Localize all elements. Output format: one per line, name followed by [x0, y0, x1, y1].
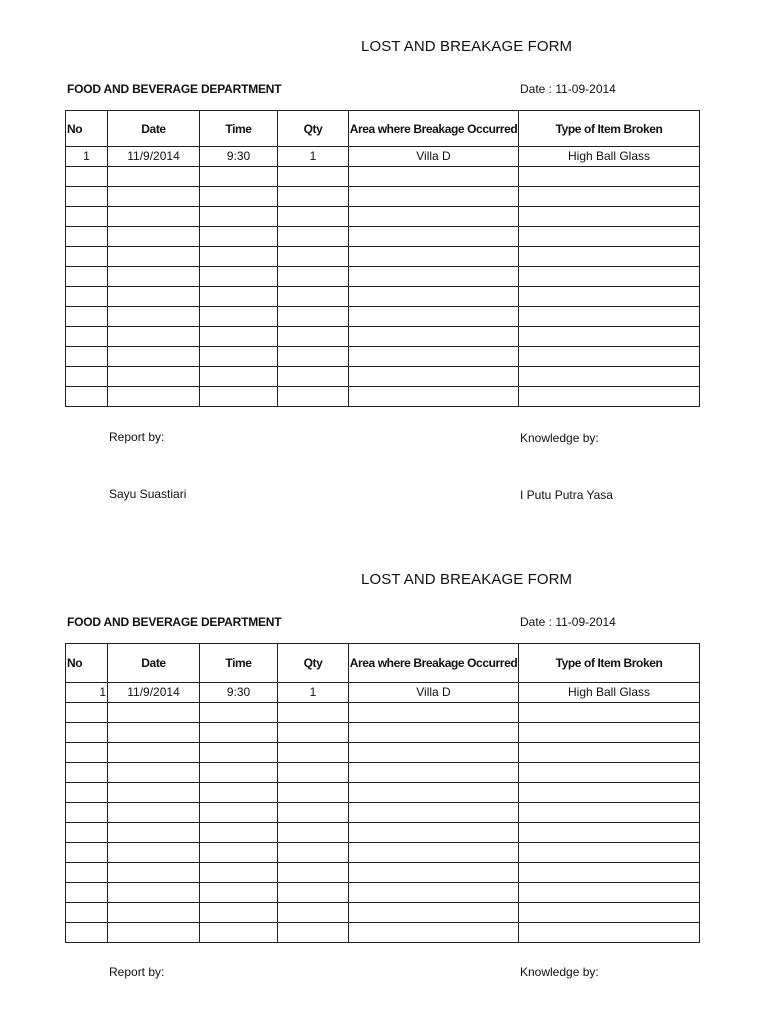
table-row [66, 187, 700, 207]
cell [278, 743, 349, 763]
cell [278, 843, 349, 863]
cell [349, 803, 519, 823]
table-row [66, 207, 700, 227]
cell [200, 327, 278, 347]
table-row [66, 227, 700, 247]
cell [200, 703, 278, 723]
cell [349, 723, 519, 743]
table-row [66, 167, 700, 187]
col-header-item: Type of Item Broken [519, 111, 700, 147]
cell [200, 803, 278, 823]
cell [519, 167, 700, 187]
form-date: Date : 11-09-2014 [520, 615, 616, 629]
cell [108, 187, 200, 207]
cell-item: High Ball Glass [519, 147, 700, 167]
cell [66, 803, 108, 823]
cell [200, 307, 278, 327]
cell [519, 803, 700, 823]
cell [519, 187, 700, 207]
form-title: LOST AND BREAKAGE FORM [361, 571, 573, 588]
cell [108, 287, 200, 307]
col-header-qty: Qty [278, 644, 349, 683]
cell [519, 883, 700, 903]
cell [66, 883, 108, 903]
cell-item: High Ball Glass [519, 683, 700, 703]
cell [278, 703, 349, 723]
cell [66, 843, 108, 863]
cell [278, 863, 349, 883]
cell [278, 307, 349, 327]
cell [108, 903, 200, 923]
cell [108, 267, 200, 287]
table-row [66, 147, 700, 167]
cell [200, 763, 278, 783]
cell [349, 267, 519, 287]
cell [278, 167, 349, 187]
cell [278, 287, 349, 307]
cell [66, 903, 108, 923]
cell [108, 783, 200, 803]
cell [200, 347, 278, 367]
cell [108, 823, 200, 843]
col-header-qty: Qty [278, 111, 349, 147]
cell [519, 247, 700, 267]
table-header-row [66, 644, 700, 683]
cell [349, 167, 519, 187]
cell [200, 267, 278, 287]
cell [519, 863, 700, 883]
cell [349, 227, 519, 247]
cell [66, 267, 108, 287]
cell [66, 327, 108, 347]
table-row [66, 387, 700, 407]
table-row [66, 287, 700, 307]
cell [349, 287, 519, 307]
cell [278, 783, 349, 803]
cell [66, 227, 108, 247]
table-row [66, 307, 700, 327]
cell [349, 823, 519, 843]
cell [278, 923, 349, 943]
cell [108, 307, 200, 327]
cell [519, 207, 700, 227]
cell [200, 207, 278, 227]
cell-area: Villa D [349, 147, 519, 167]
table-row [66, 267, 700, 287]
cell [349, 247, 519, 267]
cell [200, 187, 278, 207]
cell [66, 287, 108, 307]
cell-time: 9:30 [200, 147, 278, 167]
cell [200, 903, 278, 923]
cell [519, 923, 700, 943]
cell [349, 843, 519, 863]
cell [278, 723, 349, 743]
cell [200, 167, 278, 187]
cell [349, 783, 519, 803]
cell [349, 307, 519, 327]
cell [200, 863, 278, 883]
cell [278, 387, 349, 407]
cell [278, 347, 349, 367]
cell [66, 923, 108, 943]
cell [108, 743, 200, 763]
cell [108, 227, 200, 247]
cell [200, 923, 278, 943]
cell [349, 863, 519, 883]
cell [66, 723, 108, 743]
cell [519, 703, 700, 723]
cell [278, 267, 349, 287]
cell [200, 227, 278, 247]
cell [519, 327, 700, 347]
cell [200, 883, 278, 903]
cell [108, 763, 200, 783]
table-row [66, 327, 700, 347]
cell [66, 743, 108, 763]
cell [108, 863, 200, 883]
cell [278, 227, 349, 247]
form-date: Date : 11-09-2014 [520, 82, 616, 96]
table-row [66, 843, 700, 863]
knowledge-by-label: Knowledge by: [520, 965, 599, 979]
cell [108, 703, 200, 723]
cell [108, 843, 200, 863]
cell [66, 703, 108, 723]
cell [278, 207, 349, 227]
cell [200, 843, 278, 863]
cell [278, 803, 349, 823]
cell-qty: 1 [278, 683, 349, 703]
cell [200, 783, 278, 803]
cell-time: 9:30 [200, 683, 278, 703]
table-row [66, 863, 700, 883]
cell [349, 763, 519, 783]
col-header-item: Type of Item Broken [519, 644, 700, 683]
cell [349, 207, 519, 227]
cell [519, 743, 700, 763]
cell [278, 883, 349, 903]
table-row [66, 683, 700, 703]
cell [349, 327, 519, 347]
table-row [66, 783, 700, 803]
cell [349, 367, 519, 387]
cell [108, 723, 200, 743]
cell [108, 327, 200, 347]
department-label: FOOD AND BEVERAGE DEPARTMENT [67, 82, 282, 96]
cell [200, 723, 278, 743]
table-header-row [66, 111, 700, 147]
col-header-no: No [66, 111, 108, 147]
cell-area: Villa D [349, 683, 519, 703]
cell [519, 267, 700, 287]
cell [200, 287, 278, 307]
cell [519, 287, 700, 307]
cell [66, 367, 108, 387]
breakage-table [65, 643, 700, 943]
report-by-label: Report by: [109, 965, 165, 979]
col-header-date: Date [108, 644, 200, 683]
cell [349, 187, 519, 207]
cell [519, 763, 700, 783]
cell [66, 187, 108, 207]
cell [200, 743, 278, 763]
cell [519, 903, 700, 923]
cell-no: 1 [66, 147, 108, 167]
cell [66, 207, 108, 227]
table-row [66, 347, 700, 367]
cell [519, 367, 700, 387]
table-row [66, 763, 700, 783]
cell [108, 387, 200, 407]
cell [519, 307, 700, 327]
report-by-label: Report by: [109, 430, 165, 444]
col-header-date: Date [108, 111, 200, 147]
table-row [66, 743, 700, 763]
form-title: LOST AND BREAKAGE FORM [361, 38, 573, 55]
cell [278, 903, 349, 923]
cell [349, 903, 519, 923]
cell [66, 823, 108, 843]
cell [66, 307, 108, 327]
cell [108, 207, 200, 227]
cell [519, 823, 700, 843]
cell-date: 11/9/2014 [108, 147, 200, 167]
table-row [66, 703, 700, 723]
cell [278, 187, 349, 207]
knowledge-by-name: I Putu Putra Yasa [520, 488, 613, 502]
table-row [66, 247, 700, 267]
cell [519, 783, 700, 803]
cell [519, 227, 700, 247]
cell [66, 783, 108, 803]
cell [200, 387, 278, 407]
cell [66, 247, 108, 267]
cell [108, 367, 200, 387]
cell [66, 387, 108, 407]
cell [278, 367, 349, 387]
cell-date: 11/9/2014 [108, 683, 200, 703]
cell [108, 803, 200, 823]
cell [108, 883, 200, 903]
cell-no: 1 [66, 683, 108, 703]
cell-qty: 1 [278, 147, 349, 167]
cell [278, 823, 349, 843]
department-label: FOOD AND BEVERAGE DEPARTMENT [67, 615, 282, 629]
breakage-table [65, 110, 700, 407]
cell [349, 923, 519, 943]
cell [66, 167, 108, 187]
knowledge-by-label: Knowledge by: [520, 431, 599, 445]
cell [519, 843, 700, 863]
table-row [66, 803, 700, 823]
cell [519, 387, 700, 407]
table-row [66, 883, 700, 903]
cell [349, 743, 519, 763]
cell [66, 347, 108, 367]
cell [278, 247, 349, 267]
table-row [66, 923, 700, 943]
cell [278, 763, 349, 783]
cell [66, 863, 108, 883]
col-header-time: Time [200, 644, 278, 683]
col-header-area: Area where Breakage Occurred [349, 111, 519, 147]
cell [108, 923, 200, 943]
col-header-area: Area where Breakage Occurred [349, 644, 519, 683]
table-row [66, 723, 700, 743]
cell [519, 723, 700, 743]
cell [349, 883, 519, 903]
cell [349, 703, 519, 723]
cell [349, 347, 519, 367]
table-row [66, 903, 700, 923]
cell [108, 167, 200, 187]
cell [200, 247, 278, 267]
cell [519, 347, 700, 367]
col-header-no: No [66, 644, 108, 683]
cell [200, 823, 278, 843]
cell [278, 327, 349, 347]
cell [66, 763, 108, 783]
cell [200, 367, 278, 387]
table-row [66, 367, 700, 387]
table-row [66, 823, 700, 843]
report-by-name: Sayu Suastiari [109, 487, 187, 501]
col-header-time: Time [200, 111, 278, 147]
cell [108, 247, 200, 267]
cell [349, 387, 519, 407]
cell [108, 347, 200, 367]
